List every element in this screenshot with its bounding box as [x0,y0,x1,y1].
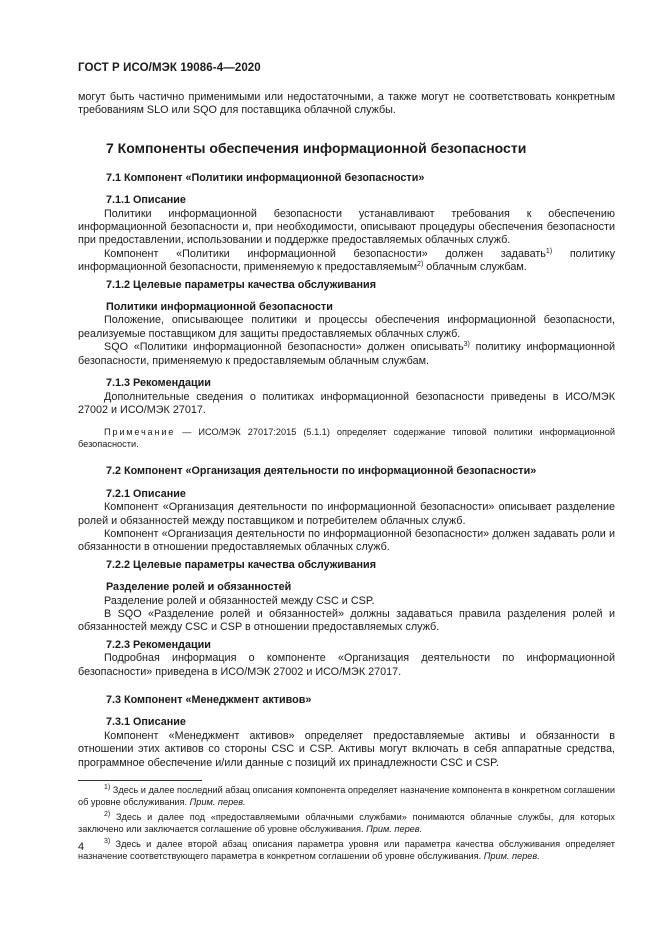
section-7-heading: 7 Компоненты обеспечения информационной безопасности [106,139,527,156]
subheading: Разделение ролей и обязанностей [106,581,292,594]
section-7-2-2-heading: 7.2.2 Целевые параметры качества обслуживания [106,558,376,571]
section-7-2-heading: 7.2 Компонент «Организация деятельности по информационной безопасности» [106,465,537,478]
footnote-mark: 1) [104,784,111,792]
text-run: облачным службам. [426,261,527,274]
section-7-1-3-heading: 7.1.3 Рекомендации [106,377,211,390]
paragraph: Разделение ролей и обязанностей между CSC и CSP. [104,594,375,607]
paragraph: Компонент «Организация деятельности по информационной безопасности» описывает разделение ролей и обязанностей между поставщиком и потребителем облачных служб. [78,501,615,527]
footnote-text: Здесь и далее последний абзац описания компонента определяет назначение компонента в конкретном соглашении об уровне обслуживания. [78,785,615,808]
note-label: Примечание [104,427,176,438]
page-number: 4 [78,841,85,853]
footnote-tag: Прим. перев. [189,797,246,808]
text-run: политику информационной безопасности, применяемую к предоставляемым облачным службам. [78,341,615,367]
paragraph-with-footnote [78,341,615,368]
footnote-2 [78,811,615,835]
paragraph: Подробная информация о компоненте «Организация деятельности по информационной безопасности» приведена в ИСО/МЭК 27002 и ИСО/МЭК 27017. [78,652,615,678]
text-run: SQO «Политики информационной безопасности» должен описывать [104,341,464,354]
paragraph: В SQO «Разделение ролей и обязанностей» должны задаваться правила разделения ролей и обязанностей между CSC и CSP в отношении предоставляемых служб. [78,607,615,634]
footnote-1 [78,784,615,808]
paragraph: Компонент «Менеджмент активов» определяет предоставляемые активы и обязанности в отношении этих активов со стороны CSC и CSP. Активы могут включать в себя аппаратные средства, программное обеспечение и/или данные с позиций их принадлежности CSC и CSP. [78,729,615,769]
footnote-mark: 3) [104,838,111,846]
footnote-text: Здесь и далее под «предоставляемыми облачными службами» понимаются облачные службы, для которых заключено или заключается соглашение об уровне обслуживания. [78,812,615,835]
section-7-1-1-heading: 7.1.1 Описание [106,194,186,207]
document-header: ГОСТ Р ИСО/МЭК 19086-4—2020 [78,62,261,74]
paragraph: Политики информационной безопасности устанавливают требования к обеспечению информационной безопасности и, при необходимости, описывают процедуры обеспечения безопасности при предоставлении, использовании и поддержке предоставляемых облачных служб. [78,207,615,247]
footnote-text: Здесь и далее второй абзац описания параметра уровня или параметра качества обслуживания определяет назначение соответствующего параметра в конкретном соглашении об уровне обслуживания. [78,839,615,862]
section-7-3-1-heading: 7.3.1 Описание [106,716,186,729]
page-content [78,91,615,862]
text-run: политику информационной безопасности, применяемую к предоставляемым [78,247,615,274]
footnote-ref: 3) [463,341,470,349]
paragraph: Положение, описывающее политики и процессы обеспечения информационной безопасности, реализуемые поставщиком для защиты предоставляемых облачных служб. [78,314,615,340]
text-run: Компонент «Политики информационной безопасности» должен задавать [104,247,546,260]
section-7-2-1-heading: 7.2.1 Описание [106,487,186,500]
note-text: — ИСО/МЭК 27017:2015 (5.1.1) определяет содержание типовой политики информационной безопасности. [78,427,615,450]
note [78,426,615,450]
section-7-1-2-heading: 7.1.2 Целевые параметры качества обслуживания [106,278,376,291]
footnote-ref: 2) [417,261,424,269]
footnote-tag: Прим. перев. [366,824,423,835]
footnote-divider [78,780,202,781]
footnote-ref: 1) [545,247,553,255]
intro-paragraph: могут быть частично применимыми или недостаточными, а также могут не соответствовать конкретным требованиям SLO или SQO для поставщика облачной службы. [78,91,615,117]
section-7-2-3-heading: 7.2.3 Рекомендации [106,638,211,651]
section-7-1-heading: 7.1 Компонент «Политики информационной безопасности» [106,171,425,184]
subheading: Политики информационной безопасности [106,301,333,314]
paragraph: Компонент «Организация деятельности по информационной безопасности» должен задавать роли и обязанности в отношении предоставляемых облачных служб. [78,527,615,554]
paragraph-with-footnotes [78,248,615,275]
paragraph: Дополнительные сведения о политиках информационной безопасности приведены в ИСО/МЭК 27002 и ИСО/МЭК 27017. [78,390,615,416]
footnote-mark: 2) [104,811,111,819]
footnote-3 [78,838,615,862]
footnote-tag: Прим. перев. [483,851,540,862]
section-7-3-heading: 7.3 Компонент «Менеджмент активов» [106,694,312,706]
